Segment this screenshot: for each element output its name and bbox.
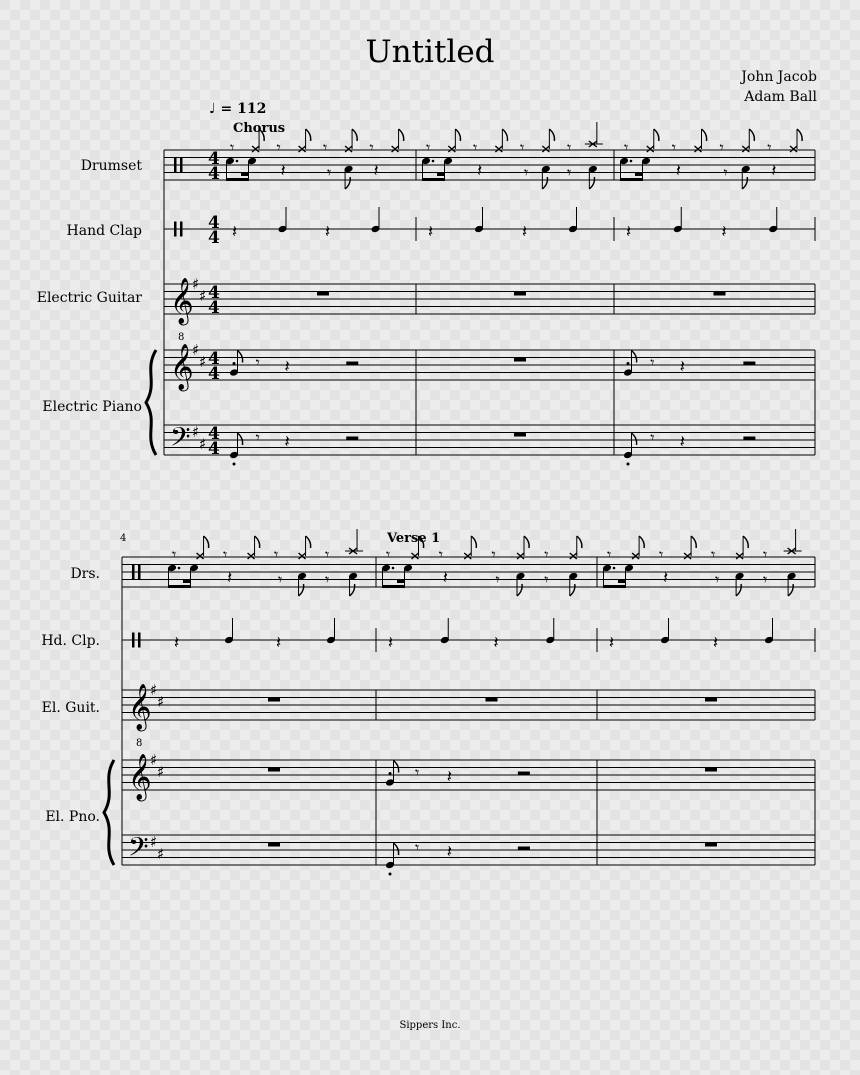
beam xyxy=(423,178,445,181)
eighth-rest: 𝄾 xyxy=(276,138,281,157)
percussion-clef xyxy=(180,158,183,173)
time-sig-bottom: 4 xyxy=(208,164,220,184)
note-flag xyxy=(736,584,741,596)
eighth-rest: 𝄾 xyxy=(715,570,720,589)
note-flag xyxy=(350,584,355,596)
hihat-note xyxy=(392,146,399,152)
quarter-rest: 𝄽 xyxy=(428,222,434,242)
eighth-rest: 𝄾 xyxy=(369,138,374,157)
eighth-rest: 𝄾 xyxy=(172,545,177,564)
hihat-note xyxy=(448,146,455,152)
instrument-label-electric-guitar: Electric Guitar xyxy=(36,290,142,306)
note-flag xyxy=(570,584,575,596)
quarter-rest: 𝄽 xyxy=(232,222,238,242)
note-flag xyxy=(502,129,507,141)
time-sig-top: 4 xyxy=(208,283,220,303)
whole-rest xyxy=(514,433,526,437)
half-rest xyxy=(518,847,530,851)
whole-rest xyxy=(317,292,329,296)
treble-clef: 𝄞 xyxy=(170,278,194,324)
eighth-rest: 𝄾 xyxy=(491,545,496,564)
rehearsal-mark-verse: Verse 1 xyxy=(387,531,441,546)
piano-brace xyxy=(104,760,114,865)
beam xyxy=(621,178,643,181)
note-flag xyxy=(399,129,404,141)
hihat-note xyxy=(252,146,259,152)
composer-1: John Jacob xyxy=(741,69,817,85)
whole-rest xyxy=(705,768,717,772)
note-flag xyxy=(749,129,754,141)
quarter-rest: 𝄽 xyxy=(771,161,777,181)
key-sharp: ♯ xyxy=(150,751,158,769)
note-flag xyxy=(632,433,637,445)
whole-rest xyxy=(714,292,726,296)
quarter-rest: 𝄽 xyxy=(227,568,233,588)
hihat-note xyxy=(570,553,577,559)
key-sharp: ♯ xyxy=(192,275,200,293)
dot xyxy=(630,160,633,163)
time-sig-top: 4 xyxy=(208,424,220,444)
hihat-note xyxy=(742,146,749,152)
note-flag xyxy=(797,129,802,141)
percussion-clef xyxy=(132,565,135,580)
time-sig-top: 4 xyxy=(208,213,220,233)
eighth-rest: 𝄾 xyxy=(325,545,330,564)
percussion-clef xyxy=(174,222,177,237)
note-flag xyxy=(788,584,793,596)
half-rest xyxy=(743,362,755,366)
system-1 xyxy=(146,122,815,466)
quarter-rest: 𝄽 xyxy=(675,161,681,181)
note-flag xyxy=(255,536,260,548)
score-title: Untitled xyxy=(365,34,495,70)
quarter-rest: 𝄽 xyxy=(477,161,483,181)
key-sharp: ♯ xyxy=(150,833,158,851)
note-flag xyxy=(691,536,696,548)
beam xyxy=(241,173,249,176)
quarter-rest: 𝄽 xyxy=(493,633,499,653)
eighth-rest: 𝄾 xyxy=(671,138,677,157)
instrument-label-electric-piano: Electric Piano xyxy=(42,399,142,415)
hihat-note xyxy=(736,553,743,559)
eighth-rest: 𝄾 xyxy=(544,545,549,564)
eighth-rest: 𝄾 xyxy=(650,353,655,372)
octave-mark: 8 xyxy=(136,738,143,749)
eighth-rest: 𝄾 xyxy=(607,545,612,564)
dot xyxy=(236,160,239,163)
staccato-dot xyxy=(389,772,392,775)
note-flag xyxy=(306,536,311,548)
time-sig-bottom: 4 xyxy=(208,298,220,318)
percussion-clef xyxy=(138,565,141,580)
bass-clef: 𝄢 xyxy=(170,421,191,459)
staccato-dot xyxy=(233,463,236,466)
time-sig-bottom: 4 xyxy=(208,439,220,459)
note-flag xyxy=(639,536,644,548)
hihat-note xyxy=(684,553,691,559)
whole-rest xyxy=(268,843,280,847)
note-flag xyxy=(238,433,243,445)
whole-rest xyxy=(705,698,717,702)
note-flag xyxy=(654,129,659,141)
beam xyxy=(227,178,249,181)
hihat-note xyxy=(790,146,797,152)
quarter-rest: 𝄽 xyxy=(442,568,448,588)
eighth-rest: 𝄾 xyxy=(255,428,260,447)
beam xyxy=(618,580,626,583)
hihat-note xyxy=(248,553,255,559)
note-flag xyxy=(577,536,582,548)
eighth-rest: 𝄾 xyxy=(763,545,768,564)
hihat-note xyxy=(695,146,702,152)
percussion-clef xyxy=(174,158,177,173)
note-flag xyxy=(517,584,522,596)
staccato-dot xyxy=(233,362,236,365)
quarter-rest: 𝄽 xyxy=(609,633,615,653)
eighth-rest: 𝄾 xyxy=(473,138,478,157)
instrument-label-hd-clp: Hd. Clp. xyxy=(41,633,100,649)
note-flag xyxy=(419,536,424,548)
quarter-rest: 𝄽 xyxy=(679,432,685,452)
eighth-rest: 𝄾 xyxy=(415,838,420,857)
quarter-rest: 𝄽 xyxy=(388,633,394,653)
half-rest xyxy=(346,362,358,366)
octave-mark: 8 xyxy=(178,332,185,343)
eighth-rest: 𝄾 xyxy=(624,138,629,157)
half-rest xyxy=(346,437,358,441)
quarter-rest: 𝄽 xyxy=(446,767,452,787)
eighth-rest: 𝄾 xyxy=(386,545,391,564)
beam xyxy=(383,585,405,588)
quarter-rest: 𝄽 xyxy=(284,357,290,377)
quarter-rest: 𝄽 xyxy=(174,633,180,653)
beam xyxy=(635,173,643,176)
note-flag xyxy=(549,129,554,141)
percussion-clef xyxy=(180,222,183,237)
note-flag xyxy=(702,129,707,141)
dot xyxy=(178,567,181,570)
note-flag xyxy=(589,177,594,189)
whole-rest xyxy=(486,698,498,702)
hihat-note xyxy=(197,553,204,559)
dot xyxy=(432,160,435,163)
note-flag xyxy=(259,129,264,141)
note-flag xyxy=(394,843,399,855)
quarter-rest: 𝄽 xyxy=(626,222,632,242)
eighth-rest: 𝄾 xyxy=(719,138,724,157)
eighth-rest: 𝄾 xyxy=(711,545,716,564)
instrument-label-el-guit: El. Guit. xyxy=(41,700,100,716)
note-flag xyxy=(306,129,311,141)
eighth-rest: 𝄾 xyxy=(323,138,328,157)
key-sharp: ♯ xyxy=(157,763,165,781)
eighth-rest: 𝄾 xyxy=(274,545,279,564)
hihat-note xyxy=(299,553,306,559)
treble-clef: 𝄞 xyxy=(128,684,152,730)
key-sharp: ♯ xyxy=(192,423,200,441)
half-rest xyxy=(518,772,530,776)
tempo-marking: ♩ = 112 xyxy=(209,101,267,117)
time-sig-top: 4 xyxy=(208,149,220,169)
quarter-rest: 𝄽 xyxy=(522,222,528,242)
whole-rest xyxy=(705,843,717,847)
eighth-rest: 𝄾 xyxy=(567,163,572,182)
time-sig-bottom: 4 xyxy=(208,364,220,384)
hihat-note xyxy=(495,146,502,152)
treble-clef: 𝄞 xyxy=(170,344,194,390)
quarter-rest: 𝄽 xyxy=(284,432,290,452)
quarter-rest: 𝄽 xyxy=(713,633,719,653)
key-sharp: ♯ xyxy=(199,435,207,453)
eighth-rest: 𝄾 xyxy=(438,545,444,564)
measure-number: 4 xyxy=(120,533,127,544)
staccato-dot xyxy=(627,463,630,466)
eighth-rest: 𝄾 xyxy=(723,163,728,182)
eighth-rest: 𝄾 xyxy=(327,163,332,182)
eighth-rest: 𝄾 xyxy=(767,138,772,157)
note-flag xyxy=(394,761,399,773)
eighth-rest: 𝄾 xyxy=(520,138,525,157)
quarter-rest: 𝄽 xyxy=(373,161,379,181)
quarter-rest: 𝄽 xyxy=(679,357,685,377)
eighth-rest: 𝄾 xyxy=(230,138,235,157)
dot xyxy=(613,567,616,570)
time-sig-top: 4 xyxy=(208,349,220,369)
eighth-rest: 𝄾 xyxy=(426,138,431,157)
note-flag xyxy=(632,351,637,363)
hihat-note xyxy=(632,553,639,559)
instrument-label-hand-clap: Hand Clap xyxy=(66,223,142,239)
whole-rest xyxy=(268,768,280,772)
eighth-rest: 𝄾 xyxy=(255,353,260,372)
quarter-rest: 𝄽 xyxy=(325,222,331,242)
key-sharp: ♯ xyxy=(192,341,200,359)
instrument-label-drumset: Drumset xyxy=(80,158,142,174)
note-flag xyxy=(352,129,357,141)
beam xyxy=(604,585,626,588)
beam xyxy=(183,580,191,583)
note-flag xyxy=(742,177,747,189)
hihat-note xyxy=(412,553,419,559)
hihat-note xyxy=(299,146,306,152)
piano-brace xyxy=(146,350,156,455)
eighth-rest: 𝄾 xyxy=(325,570,330,589)
hihat-note xyxy=(464,553,471,559)
time-sig-bottom: 4 xyxy=(208,228,220,248)
beam xyxy=(437,173,445,176)
beam xyxy=(169,585,191,588)
key-sharp: ♯ xyxy=(199,353,207,371)
hihat-note xyxy=(542,146,549,152)
quarter-rest: 𝄽 xyxy=(276,633,282,653)
whole-rest xyxy=(268,698,280,702)
eighth-rest: 𝄾 xyxy=(567,138,572,157)
footer-publisher: Sippers Inc. xyxy=(399,1020,461,1031)
hihat-note xyxy=(345,146,352,152)
staccato-dot xyxy=(627,362,630,365)
quarter-rest: 𝄽 xyxy=(280,161,286,181)
note-flag xyxy=(299,584,304,596)
eighth-rest: 𝄾 xyxy=(763,570,768,589)
key-sharp: ♯ xyxy=(150,681,158,699)
key-sharp: ♯ xyxy=(199,287,207,305)
quarter-rest: 𝄽 xyxy=(721,222,727,242)
quarter-rest: 𝄽 xyxy=(663,568,669,588)
staccato-dot xyxy=(389,873,392,876)
composer-2: Adam Ball xyxy=(744,89,817,105)
eighth-rest: 𝄾 xyxy=(544,570,549,589)
key-sharp: ♯ xyxy=(157,845,165,863)
eighth-rest: 𝄾 xyxy=(278,570,283,589)
half-rest xyxy=(743,437,755,441)
eighth-rest: 𝄾 xyxy=(415,763,420,782)
percussion-clef xyxy=(138,633,141,648)
note-flag xyxy=(471,536,476,548)
hihat-note xyxy=(517,553,524,559)
note-flag xyxy=(743,536,748,548)
note-flag xyxy=(542,177,547,189)
instrument-label-drs: Drs. xyxy=(70,566,100,582)
eighth-rest: 𝄾 xyxy=(495,570,500,589)
system-2 xyxy=(104,529,815,876)
whole-rest xyxy=(514,358,526,362)
eighth-rest: 𝄾 xyxy=(659,545,664,564)
bass-clef: 𝄢 xyxy=(128,831,149,869)
hihat-note xyxy=(647,146,654,152)
note-flag xyxy=(524,536,529,548)
instrument-label-el-pno: El. Pno. xyxy=(45,809,100,825)
percussion-clef xyxy=(132,633,135,648)
eighth-rest: 𝄾 xyxy=(524,163,529,182)
dot xyxy=(392,567,395,570)
note-flag xyxy=(238,351,243,363)
note-flag xyxy=(204,536,209,548)
eighth-rest: 𝄾 xyxy=(223,545,228,564)
whole-rest xyxy=(514,292,526,296)
note-flag xyxy=(345,177,350,189)
rehearsal-mark-chorus: Chorus xyxy=(233,121,286,136)
eighth-rest: 𝄾 xyxy=(650,428,655,447)
note-flag xyxy=(455,129,460,141)
beam xyxy=(397,580,405,583)
treble-clef: 𝄞 xyxy=(128,754,152,800)
quarter-rest: 𝄽 xyxy=(446,842,452,862)
key-sharp: ♯ xyxy=(157,693,165,711)
